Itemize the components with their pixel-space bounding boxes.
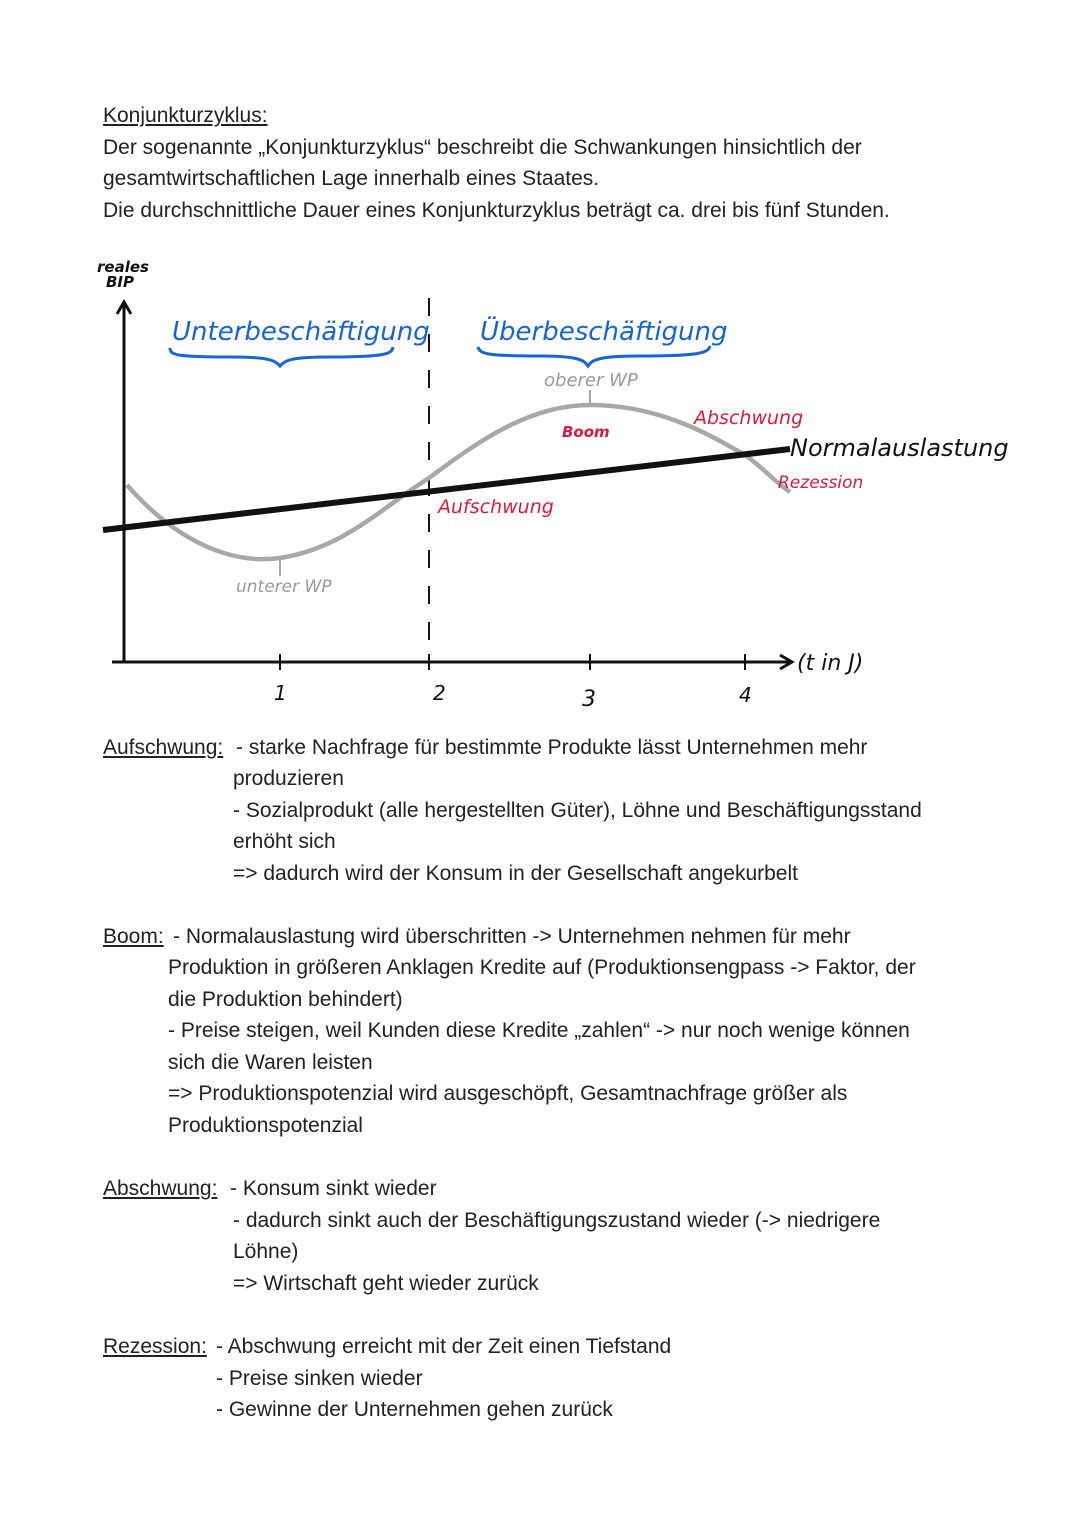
intro-line-2: gesamtwirtschaftlichen Lage innerhalb eines Staates. [103,167,600,190]
abschwung-line-3: Löhne) [233,1240,299,1263]
boom-line-7: Produktionspotenzial [168,1114,363,1137]
ueberbeschaeftigung-label: Überbeschäftigung [480,317,728,347]
unterer-wp-label: unterer WP [236,577,332,597]
boom-line-2: Produktion in größeren Anklagen Kredite auf (Produktionsengpass -> Faktor, der [168,956,916,979]
brace-under [170,347,393,366]
abschwung-line-4: => Wirtschaft geht wieder zurück [233,1272,539,1295]
section-title: Konjunkturzyklus: [103,104,268,127]
normalauslastung-label: Normalauslastung [790,434,1009,462]
term-boom: Boom: [103,925,164,948]
aufschwung-line-5: => dadurch wird der Konsum in der Gesellschaft angekurbelt [233,862,798,885]
intro-line-3: Die durchschnittliche Dauer eines Konjunkturzyklus beträgt ca. drei bis fünf Stunden. [103,199,890,222]
unterbeschaeftigung-label: Unterbeschäftigung [172,317,430,347]
business-cycle-diagram [0,240,1080,710]
term-rezession: Rezession: [103,1335,207,1358]
boom-line-1: - Normalauslastung wird überschritten -> Unternehmen nehmen für mehr [173,925,851,948]
rezession-line-3: - Gewinne der Unternehmen gehen zurück [216,1398,613,1421]
aufschwung-label: Aufschwung [438,496,554,518]
aufschwung-line-2: produzieren [233,767,344,790]
brace-over [478,346,710,366]
y-axis-label-1: reales [97,258,149,276]
y-axis-label-2: BIP [106,273,135,291]
intro-line-1: Der sogenannte „Konjunkturzyklus“ beschreibt die Schwankungen hinsichtlich der [103,136,862,159]
oberer-wp-label: oberer WP [544,370,638,391]
rezession-line-2: - Preise sinken wieder [216,1367,423,1390]
x-axis-label: (t in J) [797,651,864,676]
term-abschwung: Abschwung: [103,1177,218,1200]
aufschwung-line-4: erhöht sich [233,830,336,853]
rezession-line-1: - Abschwung erreicht mit der Zeit einen Tiefstand [216,1335,672,1358]
boom-line-5: sich die Waren leisten [168,1051,373,1074]
cycle-curve [127,405,790,559]
abschwung-line-1: - Konsum sinkt wieder [230,1177,437,1200]
aufschwung-line-3: - Sozialprodukt (alle hergestellten Güter), Löhne und Beschäftigungsstand [233,799,922,822]
term-aufschwung: Aufschwung: [103,736,224,759]
x-tick-label-1: 1 [274,681,287,705]
rezession-label: Rezession [778,473,864,493]
aufschwung-line-1: - starke Nachfrage für bestimmte Produkte lässt Unternehmen mehr [236,736,868,759]
x-tick-label-3: 3 [582,687,596,710]
boom-line-4: - Preise steigen, weil Kunden diese Kredite „zahlen“ -> nur noch wenige können [168,1019,910,1042]
x-tick-label-4: 4 [739,683,752,707]
boom-line-3: die Produktion behindert) [168,988,403,1011]
x-tick-label-2: 2 [433,681,446,705]
boom-line-6: => Produktionspotenzial wird ausgeschöpft, Gesamtnachfrage größer als [168,1082,848,1105]
boom-label: Boom [562,423,610,441]
abschwung-line-2: - dadurch sinkt auch der Beschäftigungszustand wieder (-> niedrigere [233,1209,881,1232]
abschwung-label: Abschwung [694,407,804,429]
